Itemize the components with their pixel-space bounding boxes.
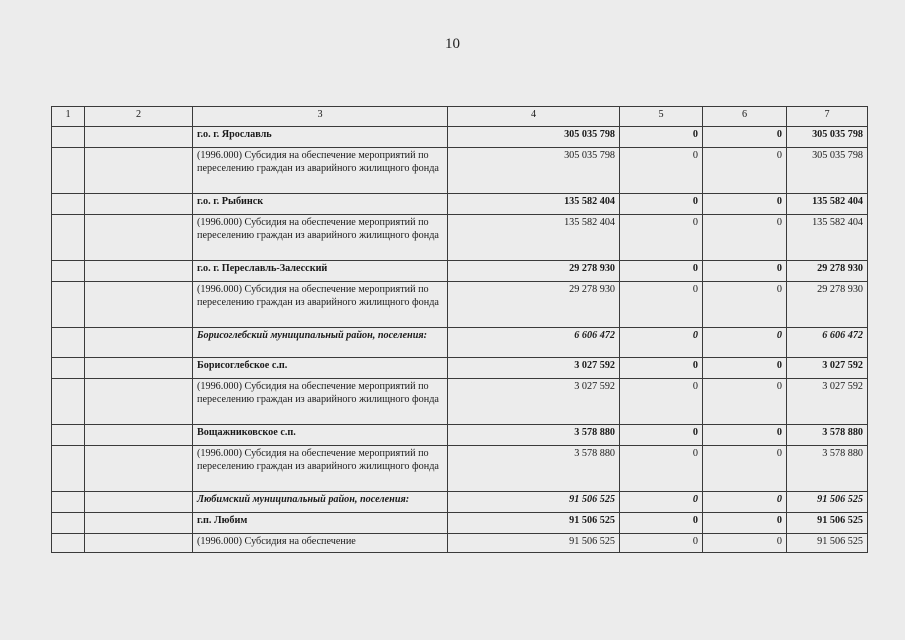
cell-col-1 [52, 513, 85, 534]
cell-name: (1996.000) Субсидия на обеспечение мероприятий по переселению граждан из аварийного жилищного фонда [193, 282, 448, 328]
cell-col-1 [52, 282, 85, 328]
cell-amount-6: 0 [703, 379, 787, 425]
cell-amount-7: 3 578 880 [787, 446, 868, 492]
cell-amount-7: 6 606 472 [787, 328, 868, 358]
cell-amount-4: 3 578 880 [448, 425, 620, 446]
cell-name: г.о. г. Рыбинск [193, 194, 448, 215]
cell-amount-4: 91 506 525 [448, 492, 620, 513]
cell-amount-4: 29 278 930 [448, 261, 620, 282]
table-row [52, 513, 868, 534]
cell-amount-6: 0 [703, 446, 787, 492]
cell-col-2 [85, 194, 193, 215]
table-row [52, 194, 868, 215]
cell-col-1 [52, 425, 85, 446]
cell-amount-4: 305 035 798 [448, 148, 620, 194]
table-row [52, 492, 868, 513]
cell-col-1 [52, 358, 85, 379]
cell-amount-7: 29 278 930 [787, 282, 868, 328]
cell-col-1 [52, 261, 85, 282]
cell-col-2 [85, 127, 193, 148]
column-header-1: 1 [52, 107, 85, 127]
cell-amount-4: 135 582 404 [448, 194, 620, 215]
cell-name: г.о. г. Переславль-Залесский [193, 261, 448, 282]
cell-name: (1996.000) Субсидия на обеспечение [193, 534, 448, 553]
table-body [52, 127, 868, 553]
cell-name: Борисоглебское с.п. [193, 358, 448, 379]
table-row [52, 127, 868, 148]
cell-amount-4: 91 506 525 [448, 534, 620, 553]
cell-amount-7: 91 506 525 [787, 492, 868, 513]
cell-name: (1996.000) Субсидия на обеспечение мероприятий по переселению граждан из аварийного жилищного фонда [193, 379, 448, 425]
cell-amount-6: 0 [703, 194, 787, 215]
cell-col-2 [85, 215, 193, 261]
cell-amount-5: 0 [620, 358, 703, 379]
cell-amount-5: 0 [620, 379, 703, 425]
cell-amount-5: 0 [620, 328, 703, 358]
cell-col-2 [85, 425, 193, 446]
cell-amount-7: 135 582 404 [787, 194, 868, 215]
cell-amount-6: 0 [703, 425, 787, 446]
cell-name: (1996.000) Субсидия на обеспечение мероприятий по переселению граждан из аварийного жилищного фонда [193, 446, 448, 492]
cell-amount-6: 0 [703, 513, 787, 534]
cell-amount-6: 0 [703, 328, 787, 358]
cell-col-1 [52, 446, 85, 492]
cell-amount-4: 3 027 592 [448, 358, 620, 379]
cell-col-2 [85, 282, 193, 328]
cell-col-1 [52, 492, 85, 513]
table-row [52, 282, 868, 328]
table-row [52, 379, 868, 425]
cell-amount-6: 0 [703, 492, 787, 513]
cell-col-1 [52, 534, 85, 553]
column-header-5: 5 [620, 107, 703, 127]
cell-col-1 [52, 127, 85, 148]
cell-amount-6: 0 [703, 261, 787, 282]
header-row [52, 107, 868, 127]
cell-amount-4: 3 027 592 [448, 379, 620, 425]
cell-name: г.о. г. Ярославль [193, 127, 448, 148]
cell-col-2 [85, 261, 193, 282]
cell-name: Любимский муниципальный район, поселения: [193, 492, 448, 513]
cell-amount-4: 135 582 404 [448, 215, 620, 261]
cell-amount-6: 0 [703, 282, 787, 328]
table-row [52, 425, 868, 446]
cell-amount-5: 0 [620, 425, 703, 446]
cell-col-2 [85, 328, 193, 358]
cell-col-2 [85, 358, 193, 379]
cell-col-2 [85, 148, 193, 194]
cell-amount-7: 305 035 798 [787, 148, 868, 194]
cell-col-2 [85, 379, 193, 425]
cell-name: Вощажниковское с.п. [193, 425, 448, 446]
cell-col-2 [85, 534, 193, 553]
cell-amount-6: 0 [703, 534, 787, 553]
cell-amount-7: 91 506 525 [787, 534, 868, 553]
column-header-3: 3 [193, 107, 448, 127]
table-row [52, 446, 868, 492]
cell-amount-7: 305 035 798 [787, 127, 868, 148]
column-header-4: 4 [448, 107, 620, 127]
cell-col-1 [52, 328, 85, 358]
cell-amount-6: 0 [703, 215, 787, 261]
cell-amount-7: 135 582 404 [787, 215, 868, 261]
cell-amount-5: 0 [620, 194, 703, 215]
cell-amount-5: 0 [620, 513, 703, 534]
column-header-2: 2 [85, 107, 193, 127]
cell-amount-5: 0 [620, 215, 703, 261]
page-number: 10 [445, 36, 460, 52]
cell-amount-6: 0 [703, 127, 787, 148]
cell-col-2 [85, 446, 193, 492]
cell-col-1 [52, 148, 85, 194]
cell-amount-6: 0 [703, 148, 787, 194]
cell-amount-5: 0 [620, 282, 703, 328]
budget-table [51, 106, 868, 553]
table-row [52, 215, 868, 261]
table-row [52, 358, 868, 379]
cell-col-2 [85, 492, 193, 513]
cell-col-2 [85, 513, 193, 534]
cell-amount-5: 0 [620, 148, 703, 194]
cell-amount-5: 0 [620, 446, 703, 492]
cell-amount-7: 29 278 930 [787, 261, 868, 282]
cell-amount-5: 0 [620, 534, 703, 553]
cell-amount-7: 3 027 592 [787, 358, 868, 379]
column-header-7: 7 [787, 107, 868, 127]
cell-amount-4: 6 606 472 [448, 328, 620, 358]
cell-amount-6: 0 [703, 358, 787, 379]
cell-col-1 [52, 215, 85, 261]
cell-col-1 [52, 194, 85, 215]
cell-amount-7: 3 027 592 [787, 379, 868, 425]
cell-amount-4: 305 035 798 [448, 127, 620, 148]
cell-col-1 [52, 379, 85, 425]
table-row [52, 148, 868, 194]
table-row [52, 328, 868, 358]
cell-name: г.п. Любим [193, 513, 448, 534]
cell-amount-7: 91 506 525 [787, 513, 868, 534]
table-row [52, 261, 868, 282]
cell-amount-5: 0 [620, 127, 703, 148]
cell-amount-4: 91 506 525 [448, 513, 620, 534]
table-row [52, 534, 868, 553]
cell-amount-4: 29 278 930 [448, 282, 620, 328]
column-header-6: 6 [703, 107, 787, 127]
cell-name: (1996.000) Субсидия на обеспечение мероприятий по переселению граждан из аварийного жилищного фонда [193, 148, 448, 194]
cell-amount-7: 3 578 880 [787, 425, 868, 446]
cell-amount-5: 0 [620, 261, 703, 282]
cell-amount-4: 3 578 880 [448, 446, 620, 492]
cell-name: (1996.000) Субсидия на обеспечение мероприятий по переселению граждан из аварийного жилищного фонда [193, 215, 448, 261]
cell-name: Борисоглебский муниципальный район, поселения: [193, 328, 448, 358]
cell-amount-5: 0 [620, 492, 703, 513]
